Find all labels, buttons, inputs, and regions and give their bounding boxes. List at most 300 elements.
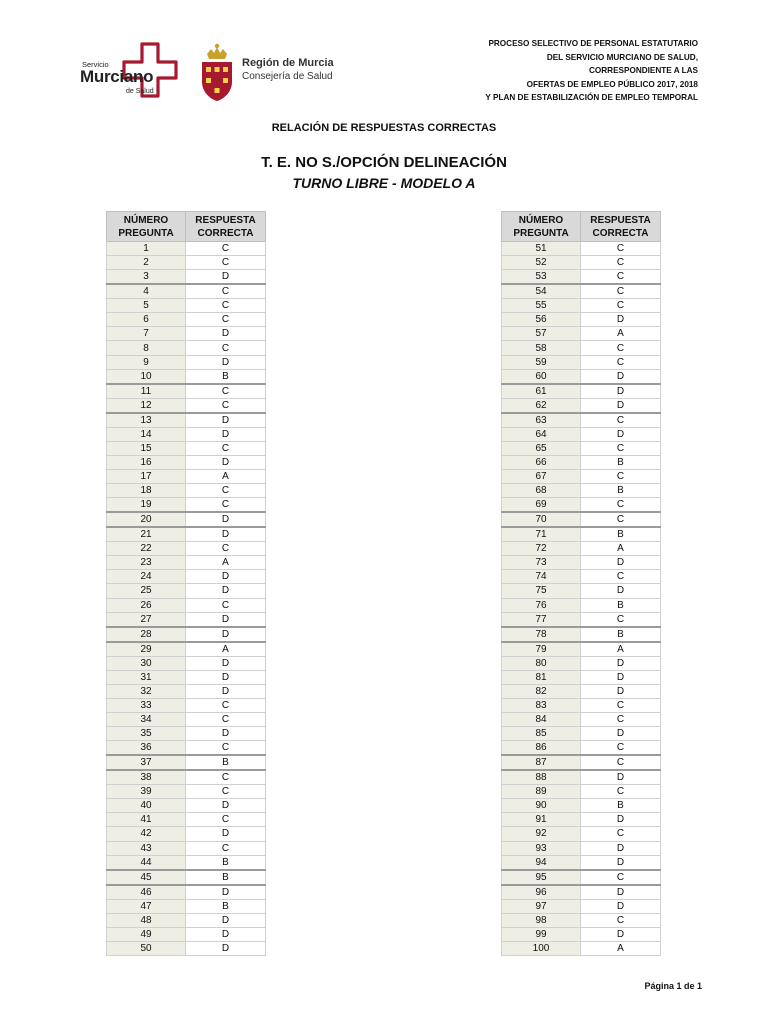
answer-row <box>502 542 661 556</box>
answer-row <box>107 341 266 355</box>
question-number: 57 <box>502 327 581 341</box>
answer-row <box>107 727 266 741</box>
question-number: 80 <box>502 656 581 670</box>
answer-row <box>502 441 661 455</box>
correct-answer: A <box>186 469 266 483</box>
correct-answer: B <box>581 627 661 642</box>
header-line: CORRESPONDIENTE A LAS <box>588 66 698 76</box>
answer-row <box>502 284 661 299</box>
answer-row <box>502 598 661 612</box>
correct-answer: C <box>186 313 266 327</box>
correct-answer: D <box>581 556 661 570</box>
answer-row <box>502 355 661 369</box>
correct-answer: C <box>186 441 266 455</box>
question-number: 26 <box>107 598 186 612</box>
servicio-murciano-salud-logo <box>78 42 180 100</box>
question-number: 60 <box>502 369 581 384</box>
answer-row <box>502 327 661 341</box>
correct-answer: D <box>186 512 266 527</box>
correct-answer: C <box>581 785 661 799</box>
correct-answer: D <box>581 584 661 598</box>
correct-answer: C <box>581 870 661 885</box>
question-number: 79 <box>502 642 581 657</box>
correct-answer: D <box>186 584 266 598</box>
sms-logo-line3: de Salud <box>126 88 154 95</box>
answer-row <box>107 799 266 813</box>
correct-answer: D <box>186 727 266 741</box>
question-number: 78 <box>502 627 581 642</box>
column-header-respuesta: RESPUESTA CORRECTA <box>186 212 266 242</box>
question-number: 71 <box>502 527 581 542</box>
answer-row <box>502 913 661 927</box>
question-number: 62 <box>502 398 581 413</box>
question-number: 25 <box>107 584 186 598</box>
correct-answer: D <box>186 413 266 428</box>
answer-row <box>502 270 661 285</box>
answer-row <box>107 270 266 285</box>
correct-answer: C <box>186 384 266 399</box>
correct-answer: D <box>581 885 661 900</box>
correct-answer: B <box>186 369 266 384</box>
question-number: 11 <box>107 384 186 399</box>
question-number: 66 <box>502 455 581 469</box>
question-number: 28 <box>107 627 186 642</box>
question-number: 65 <box>502 441 581 455</box>
answer-row <box>107 570 266 584</box>
answer-row <box>107 712 266 726</box>
answer-row <box>502 656 661 670</box>
question-number: 83 <box>502 698 581 712</box>
answer-row <box>107 556 266 570</box>
answer-row <box>107 355 266 369</box>
answers-table-right <box>501 211 661 956</box>
answer-row <box>107 656 266 670</box>
question-number: 47 <box>107 899 186 913</box>
correct-answer: D <box>581 770 661 785</box>
question-number: 10 <box>107 369 186 384</box>
correct-answer: B <box>581 527 661 542</box>
correct-answer: D <box>186 570 266 584</box>
question-number: 18 <box>107 484 186 498</box>
question-number: 94 <box>502 855 581 870</box>
question-number: 95 <box>502 870 581 885</box>
answer-row <box>107 741 266 756</box>
correct-answer: C <box>581 741 661 756</box>
answer-row <box>502 469 661 483</box>
answer-row <box>502 242 661 256</box>
question-number: 98 <box>502 913 581 927</box>
answer-row <box>502 570 661 584</box>
correct-answer: C <box>186 785 266 799</box>
answer-row <box>107 899 266 913</box>
correct-answer: D <box>581 899 661 913</box>
answer-row <box>107 855 266 870</box>
question-number: 46 <box>107 885 186 900</box>
question-number: 49 <box>107 927 186 941</box>
correct-answer: D <box>186 927 266 941</box>
answer-row <box>107 913 266 927</box>
question-number: 53 <box>502 270 581 285</box>
question-number: 30 <box>107 656 186 670</box>
question-number: 6 <box>107 313 186 327</box>
answer-row <box>107 327 266 341</box>
correct-answer: C <box>581 242 661 256</box>
question-number: 56 <box>502 313 581 327</box>
answer-row <box>502 627 661 642</box>
answer-row <box>107 284 266 299</box>
question-number: 84 <box>502 712 581 726</box>
answer-row <box>502 498 661 513</box>
correct-answer: B <box>581 598 661 612</box>
column-header-respuesta: RESPUESTA CORRECTA <box>581 212 661 242</box>
question-number: 23 <box>107 556 186 570</box>
answer-row <box>107 469 266 483</box>
answer-row <box>502 642 661 657</box>
question-number: 52 <box>502 256 581 270</box>
correct-answer: C <box>186 341 266 355</box>
answer-row <box>502 755 661 770</box>
correct-answer: C <box>581 299 661 313</box>
correct-answer: D <box>581 670 661 684</box>
sms-logo-line2: Murciano <box>80 67 154 86</box>
correct-answer: C <box>581 712 661 726</box>
correct-answer: C <box>581 827 661 841</box>
correct-answer: C <box>581 270 661 285</box>
answer-row <box>107 785 266 799</box>
answer-row <box>107 427 266 441</box>
answer-row <box>502 455 661 469</box>
correct-answer: D <box>186 270 266 285</box>
question-number: 15 <box>107 441 186 455</box>
question-number: 36 <box>107 741 186 756</box>
question-number: 74 <box>502 570 581 584</box>
answer-row <box>502 369 661 384</box>
question-number: 63 <box>502 413 581 428</box>
answer-row <box>107 598 266 612</box>
question-number: 81 <box>502 670 581 684</box>
answer-row <box>502 670 661 684</box>
correct-answer: D <box>581 427 661 441</box>
question-number: 35 <box>107 727 186 741</box>
correct-answer: D <box>186 427 266 441</box>
answer-row <box>502 841 661 855</box>
question-number: 59 <box>502 355 581 369</box>
question-number: 100 <box>502 941 581 955</box>
question-number: 51 <box>502 242 581 256</box>
question-number: 41 <box>107 813 186 827</box>
answer-row <box>502 785 661 799</box>
correct-answer: D <box>581 313 661 327</box>
answer-row <box>502 741 661 756</box>
answer-row <box>107 642 266 657</box>
correct-answer: D <box>186 684 266 698</box>
question-number: 64 <box>502 427 581 441</box>
region-de-murcia-logo <box>200 40 350 104</box>
correct-answer: B <box>581 799 661 813</box>
header-line: PROCESO SELECTIVO DE PERSONAL ESTATUTARIO <box>488 39 698 48</box>
answer-row <box>502 612 661 627</box>
correct-answer: B <box>581 484 661 498</box>
question-number: 32 <box>107 684 186 698</box>
correct-answer: D <box>186 670 266 684</box>
answer-row <box>502 256 661 270</box>
correct-answer: C <box>581 570 661 584</box>
question-number: 21 <box>107 527 186 542</box>
question-number: 31 <box>107 670 186 684</box>
correct-answer: D <box>581 398 661 413</box>
correct-answer: D <box>186 827 266 841</box>
answer-row <box>502 398 661 413</box>
answer-row <box>107 384 266 399</box>
answer-row <box>107 484 266 498</box>
answer-row <box>502 927 661 941</box>
question-number: 12 <box>107 398 186 413</box>
correct-answer: C <box>186 841 266 855</box>
question-number: 2 <box>107 256 186 270</box>
question-number: 85 <box>502 727 581 741</box>
correct-answer: D <box>581 656 661 670</box>
answer-row <box>502 512 661 527</box>
question-number: 68 <box>502 484 581 498</box>
answer-row <box>107 670 266 684</box>
document-title: T. E. NO S./OPCIÓN DELINEACIÓN <box>261 154 507 171</box>
answer-row <box>107 927 266 941</box>
answer-row <box>502 712 661 726</box>
answer-row <box>107 584 266 598</box>
answer-row <box>502 413 661 428</box>
column-header-numero: NÚMERO PREGUNTA <box>107 212 186 242</box>
question-number: 54 <box>502 284 581 299</box>
header-line: OFERTAS DE EMPLEO PÚBLICO 2017, 2018 <box>526 79 698 89</box>
answer-row <box>107 256 266 270</box>
answer-row <box>107 299 266 313</box>
question-number: 38 <box>107 770 186 785</box>
question-number: 1 <box>107 242 186 256</box>
question-number: 58 <box>502 341 581 355</box>
question-number: 45 <box>107 870 186 885</box>
correct-answer: C <box>186 484 266 498</box>
answer-row <box>502 684 661 698</box>
answer-row <box>502 813 661 827</box>
answer-row <box>107 870 266 885</box>
question-number: 34 <box>107 712 186 726</box>
answer-row <box>502 299 661 313</box>
answer-row <box>107 770 266 785</box>
question-number: 91 <box>502 813 581 827</box>
correct-answer: A <box>186 556 266 570</box>
correct-answer: C <box>186 770 266 785</box>
question-number: 24 <box>107 570 186 584</box>
answer-row <box>107 413 266 428</box>
correct-answer: D <box>186 656 266 670</box>
correct-answer: C <box>581 413 661 428</box>
document-title-model: TURNO LIBRE - MODELO A <box>292 175 476 191</box>
correct-answer: D <box>186 355 266 369</box>
answer-row <box>107 369 266 384</box>
question-number: 13 <box>107 413 186 428</box>
question-number: 97 <box>502 899 581 913</box>
answer-row <box>107 542 266 556</box>
answer-row <box>502 527 661 542</box>
question-number: 76 <box>502 598 581 612</box>
answer-row <box>502 313 661 327</box>
question-number: 89 <box>502 785 581 799</box>
correct-answer: C <box>186 398 266 413</box>
header-line: DEL SERVICIO MURCIANO DE SALUD, <box>546 52 698 62</box>
correct-answer: D <box>186 327 266 341</box>
correct-answer: B <box>581 455 661 469</box>
question-number: 82 <box>502 684 581 698</box>
question-number: 90 <box>502 799 581 813</box>
question-number: 37 <box>107 755 186 770</box>
correct-answer: D <box>581 684 661 698</box>
correct-answer: D <box>186 527 266 542</box>
correct-answer: C <box>186 498 266 513</box>
question-number: 22 <box>107 542 186 556</box>
correct-answer: A <box>581 327 661 341</box>
correct-answer: C <box>186 698 266 712</box>
correct-answer: D <box>186 455 266 469</box>
correct-answer: A <box>581 542 661 556</box>
question-number: 42 <box>107 827 186 841</box>
answer-row <box>502 770 661 785</box>
question-number: 44 <box>107 855 186 870</box>
region-logo-line2: Consejería de Salud <box>242 71 333 82</box>
question-number: 8 <box>107 341 186 355</box>
question-number: 61 <box>502 384 581 399</box>
question-number: 86 <box>502 741 581 756</box>
answer-row <box>502 885 661 900</box>
answer-row <box>502 584 661 598</box>
answer-row <box>107 398 266 413</box>
header-line: Y PLAN DE ESTABILIZACIÓN DE EMPLEO TEMPORAL <box>485 93 698 103</box>
question-number: 9 <box>107 355 186 369</box>
correct-answer: C <box>581 355 661 369</box>
correct-answer: C <box>581 512 661 527</box>
correct-answer: C <box>581 256 661 270</box>
question-number: 14 <box>107 427 186 441</box>
correct-answer: A <box>186 642 266 657</box>
correct-answer: C <box>186 284 266 299</box>
question-number: 29 <box>107 642 186 657</box>
correct-answer: C <box>581 913 661 927</box>
answer-row <box>107 941 266 955</box>
question-number: 17 <box>107 469 186 483</box>
answer-row <box>107 841 266 855</box>
question-number: 77 <box>502 612 581 627</box>
correct-answer: C <box>581 755 661 770</box>
correct-answer: B <box>186 870 266 885</box>
question-number: 67 <box>502 469 581 483</box>
question-number: 88 <box>502 770 581 785</box>
correct-answer: C <box>186 256 266 270</box>
question-number: 55 <box>502 299 581 313</box>
document-subtitle: RELACIÓN DE RESPUESTAS CORRECTAS <box>271 122 497 134</box>
answer-row <box>502 556 661 570</box>
question-number: 4 <box>107 284 186 299</box>
question-number: 96 <box>502 885 581 900</box>
answer-row <box>107 827 266 841</box>
correct-answer: C <box>186 741 266 756</box>
answer-row <box>502 727 661 741</box>
correct-answer: D <box>581 855 661 870</box>
question-number: 43 <box>107 841 186 855</box>
answer-row <box>107 527 266 542</box>
correct-answer: D <box>186 799 266 813</box>
correct-answer: D <box>581 384 661 399</box>
answer-row <box>107 813 266 827</box>
correct-answer: C <box>581 698 661 712</box>
question-number: 3 <box>107 270 186 285</box>
answer-row <box>502 870 661 885</box>
correct-answer: B <box>186 755 266 770</box>
correct-answer: B <box>186 855 266 870</box>
correct-answer: C <box>581 498 661 513</box>
correct-answer: D <box>581 927 661 941</box>
correct-answer: C <box>186 813 266 827</box>
page-number: Página 1 de 1 <box>644 981 702 991</box>
correct-answer: D <box>581 369 661 384</box>
answer-row <box>502 827 661 841</box>
column-header-numero: NÚMERO PREGUNTA <box>502 212 581 242</box>
answer-row <box>502 427 661 441</box>
correct-answer: B <box>186 899 266 913</box>
question-number: 92 <box>502 827 581 841</box>
answer-row <box>107 455 266 469</box>
question-number: 7 <box>107 327 186 341</box>
correct-answer: C <box>186 242 266 256</box>
question-number: 39 <box>107 785 186 799</box>
question-number: 16 <box>107 455 186 469</box>
answer-row <box>107 512 266 527</box>
correct-answer: C <box>581 341 661 355</box>
correct-answer: D <box>581 841 661 855</box>
region-murcia-coat-of-arms-icon <box>200 40 234 102</box>
question-number: 19 <box>107 498 186 513</box>
answer-row <box>502 484 661 498</box>
correct-answer: C <box>186 712 266 726</box>
question-number: 50 <box>107 941 186 955</box>
correct-answer: C <box>581 284 661 299</box>
answer-row <box>107 242 266 256</box>
question-number: 40 <box>107 799 186 813</box>
answer-row <box>502 941 661 955</box>
answer-row <box>502 341 661 355</box>
correct-answer: C <box>581 441 661 455</box>
question-number: 93 <box>502 841 581 855</box>
correct-answer: D <box>581 727 661 741</box>
question-number: 72 <box>502 542 581 556</box>
answer-row <box>107 698 266 712</box>
question-number: 73 <box>502 556 581 570</box>
correct-answer: C <box>186 542 266 556</box>
answer-row <box>502 899 661 913</box>
correct-answer: C <box>581 612 661 627</box>
question-number: 48 <box>107 913 186 927</box>
correct-answer: C <box>581 469 661 483</box>
question-number: 5 <box>107 299 186 313</box>
question-number: 75 <box>502 584 581 598</box>
question-number: 99 <box>502 927 581 941</box>
correct-answer: A <box>581 642 661 657</box>
answer-row <box>502 855 661 870</box>
question-number: 87 <box>502 755 581 770</box>
answer-row <box>107 612 266 627</box>
region-logo-line1: Región de Murcia <box>242 57 334 69</box>
answer-row <box>502 698 661 712</box>
correct-answer: D <box>186 612 266 627</box>
answer-row <box>107 684 266 698</box>
